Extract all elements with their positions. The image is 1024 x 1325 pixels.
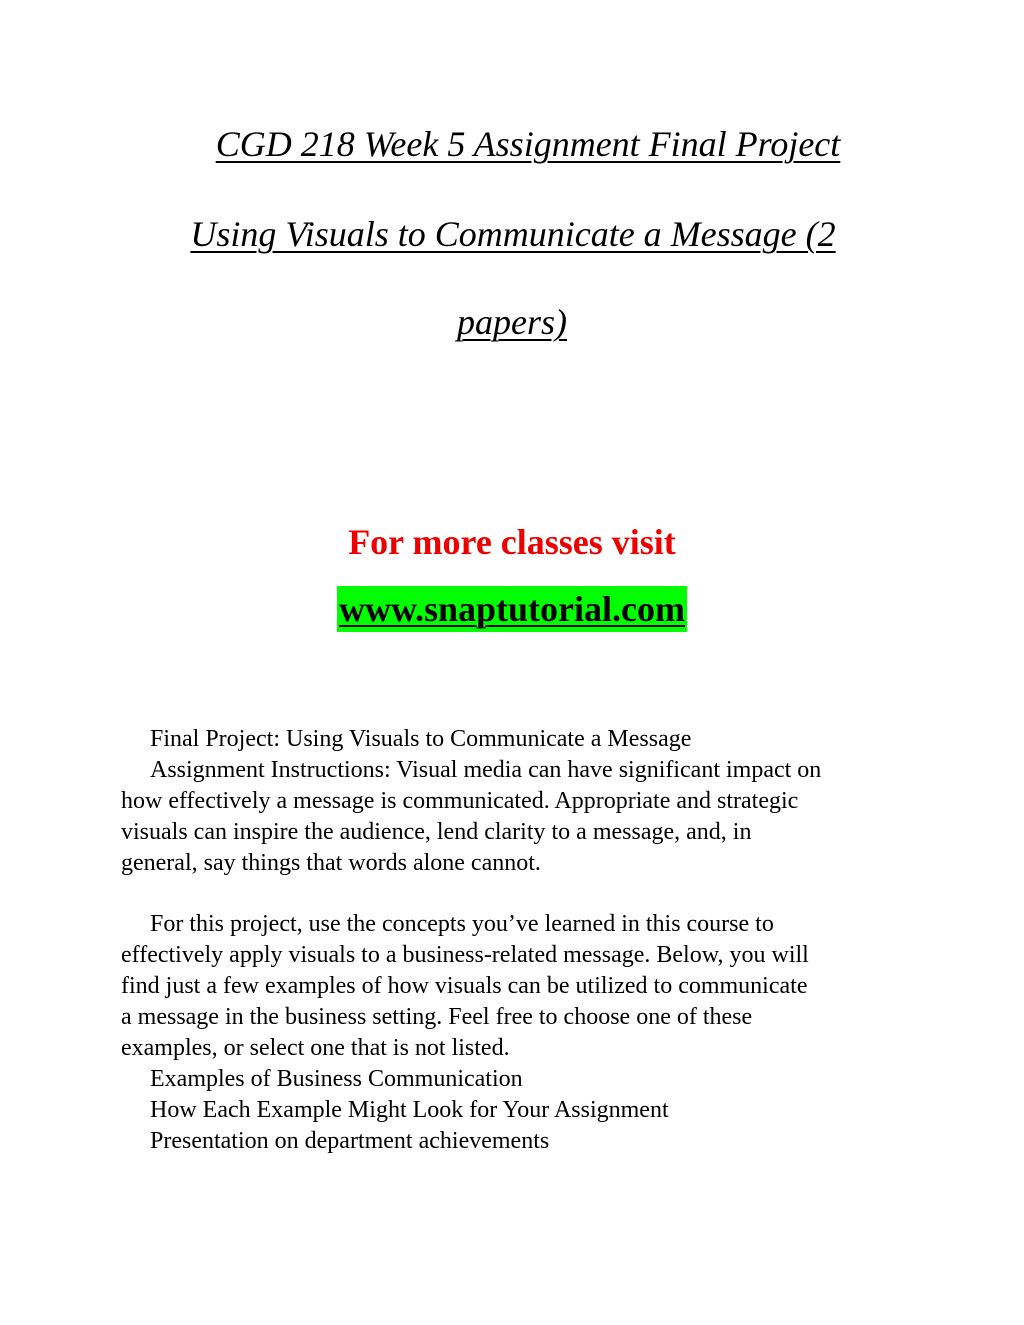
body-line: general, say things that words alone cannot.: [121, 850, 541, 876]
document-title-line-3: papers): [457, 302, 567, 342]
document-title-line-1: CGD 218 Week 5 Assignment Final Project: [215, 124, 841, 164]
body-line: For this project, use the concepts you’ve learned in this course to: [150, 911, 774, 937]
body-line: examples, or select one that is not listed.: [121, 1035, 510, 1061]
promo-heading: For more classes visit: [348, 522, 676, 562]
body-line: effectively apply visuals to a business-related message. Below, you will: [121, 942, 809, 968]
project-paragraph: [121, 909, 921, 1157]
body-line: visuals can inspire the audience, lend clarity to a message, and, in: [121, 819, 752, 845]
promo-link-container: [0, 586, 1024, 632]
body-line: find just a few examples of how visuals can be utilized to communicate: [121, 973, 808, 999]
body-line: how effectively a message is communicated. Appropriate and strategic: [121, 788, 799, 814]
list-item: Presentation on department achievements: [150, 1128, 550, 1154]
snaptutorial-link[interactable]: www.snaptutorial.com: [337, 586, 687, 632]
list-item: Examples of Business Communication: [150, 1066, 523, 1092]
body-line: a message in the business setting. Feel free to choose one of these: [121, 1004, 753, 1030]
list-item: How Each Example Might Look for Your Assignment: [150, 1097, 669, 1123]
document-title-line-2: Using Visuals to Communicate a Message (2: [190, 214, 836, 254]
instructions-paragraph: [121, 724, 921, 879]
body-line: Final Project: Using Visuals to Communicate a Message: [150, 726, 692, 752]
body-line: Assignment Instructions: Visual media can have significant impact on: [150, 757, 822, 783]
